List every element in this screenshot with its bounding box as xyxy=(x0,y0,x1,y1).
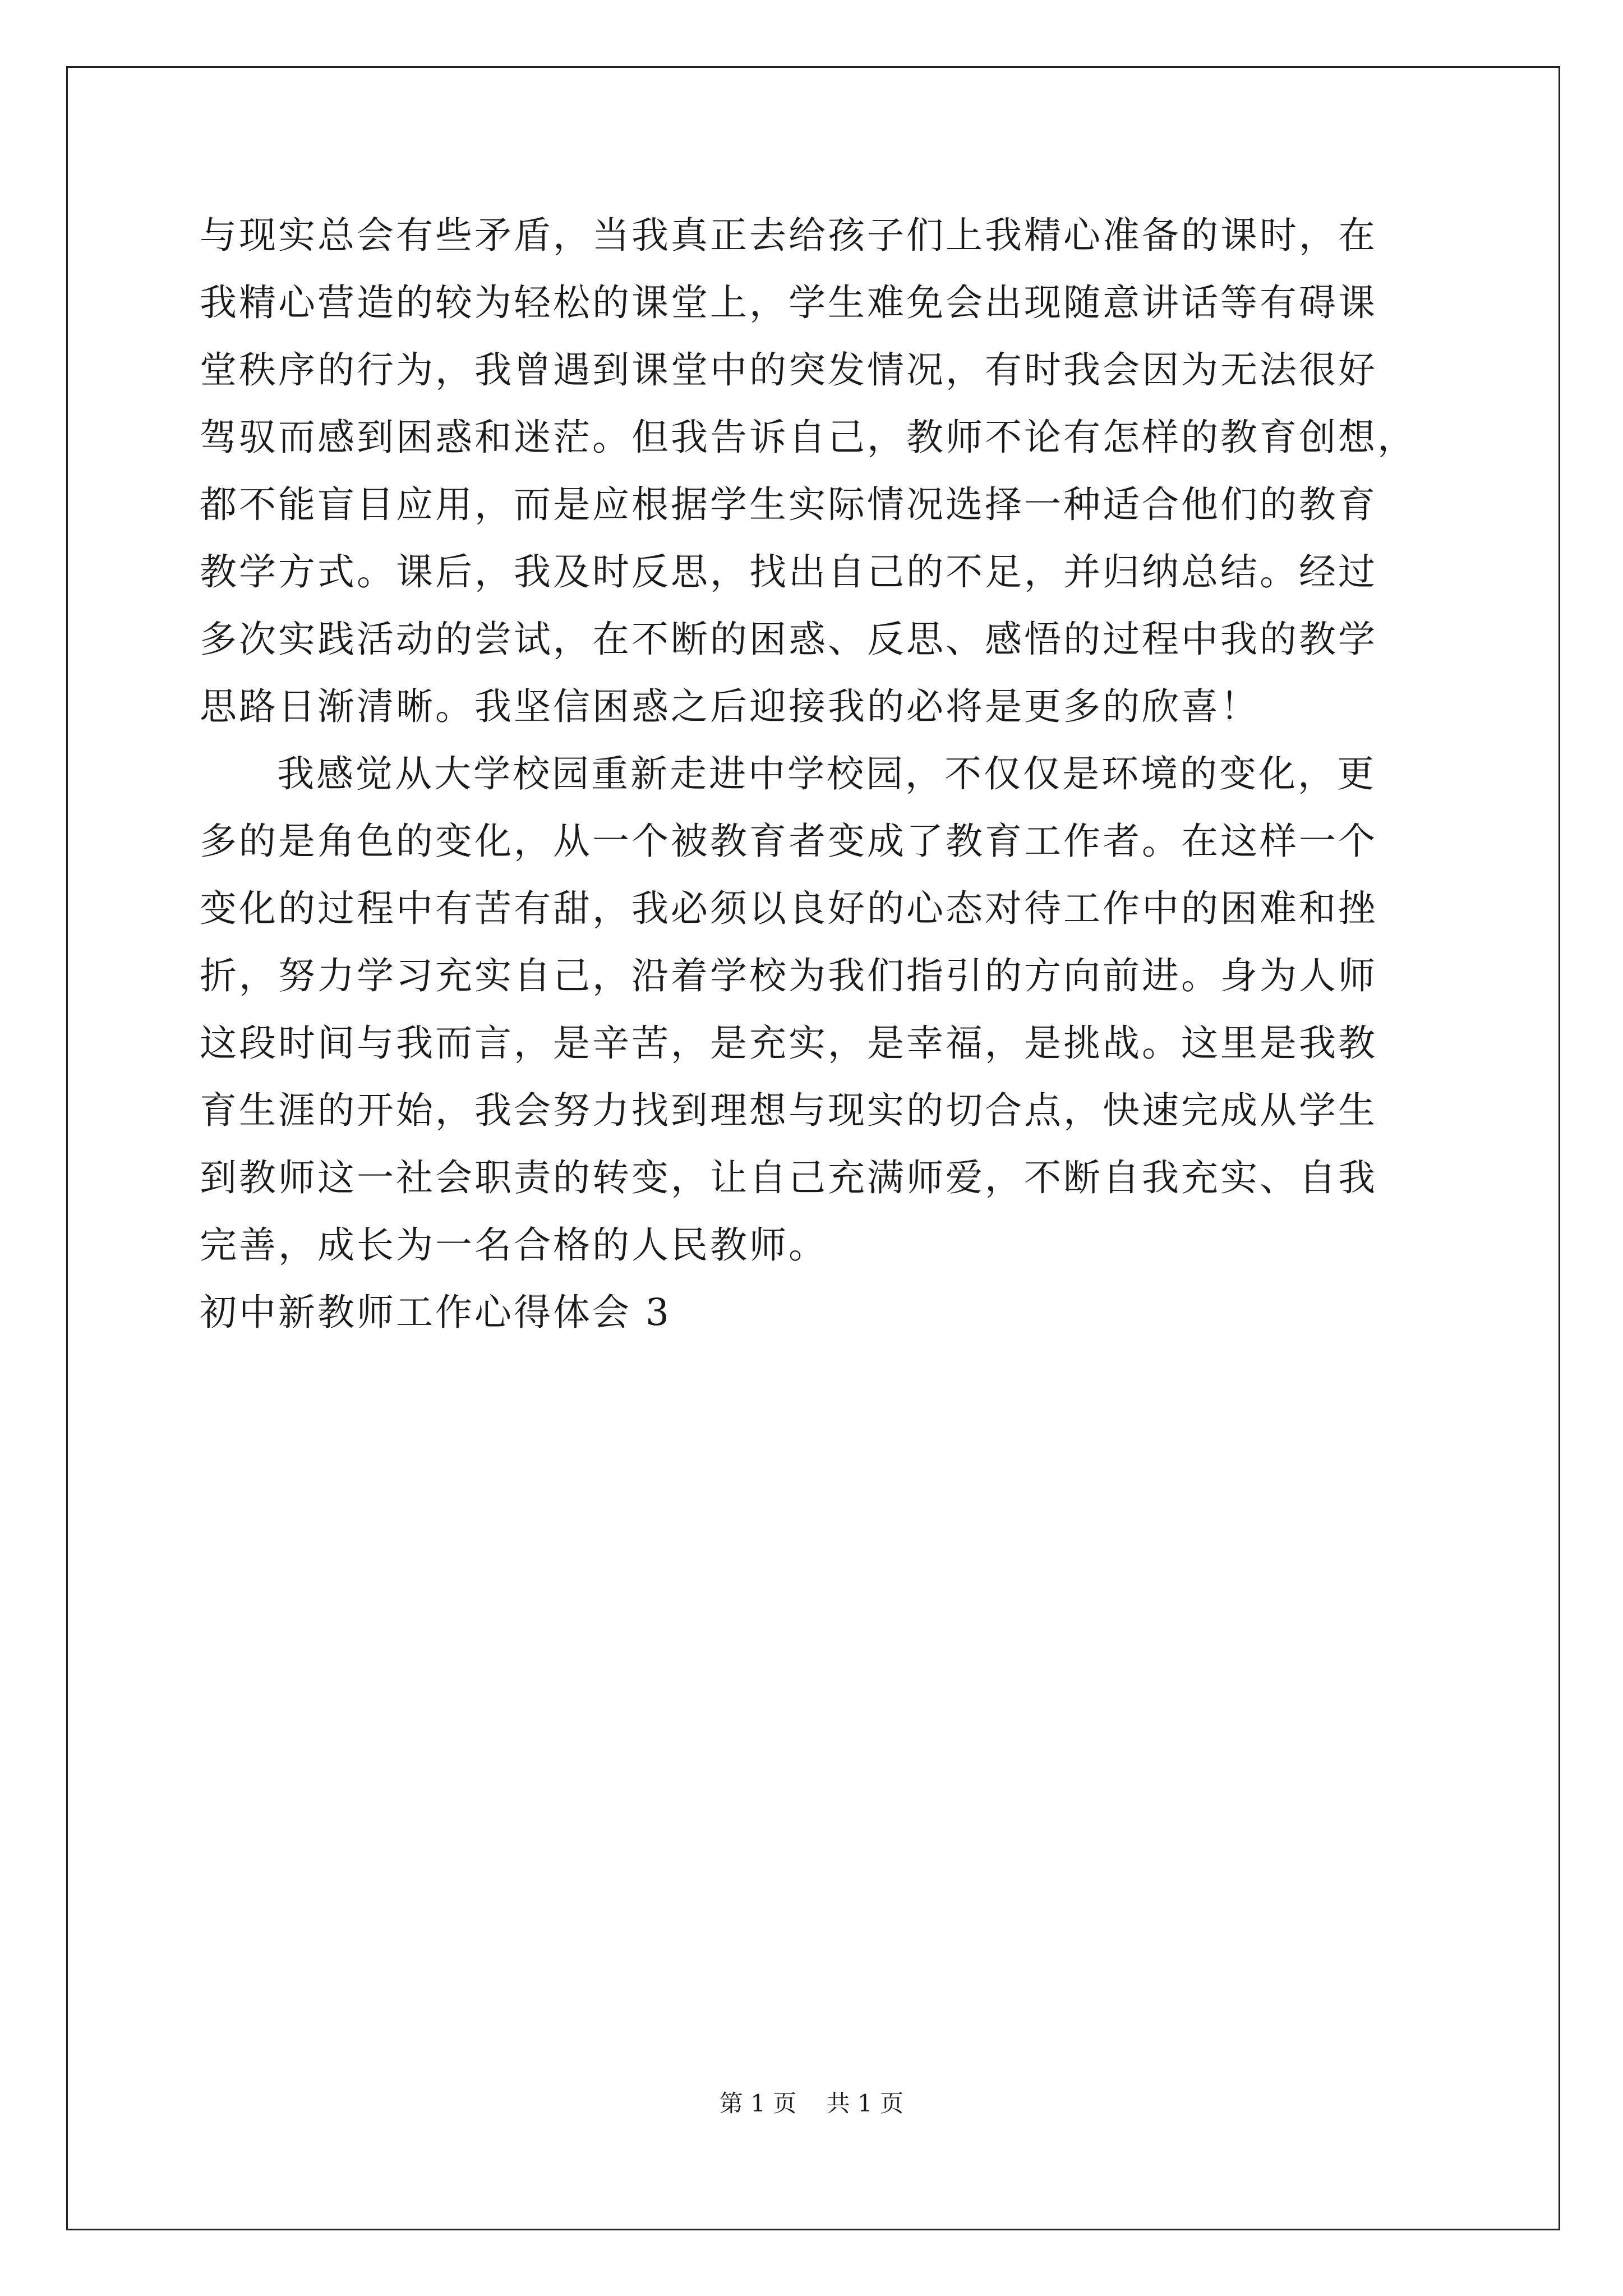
document-body xyxy=(200,202,1433,1346)
text-line: 多次实践活动的尝试，在不断的困惑、反思、感悟的过程中我的教学 xyxy=(200,618,1377,661)
section-heading: 初中新教师工作心得体会 3 xyxy=(200,1291,671,1334)
text-line: 变化的过程中有苦有甜，我必须以良好的心态对待工作中的困难和挫 xyxy=(200,887,1377,930)
text-line: 我精心营造的较为轻松的课堂上，学生难免会出现随意讲话等有碍课 xyxy=(200,281,1377,324)
text-line: 完善，成长为一名合格的人民教师。 xyxy=(200,1223,828,1267)
page-footer xyxy=(0,2087,1623,2120)
text-line: 这段时间与我而言，是辛苦，是充实，是幸福，是挑战。这里是我教 xyxy=(200,1022,1377,1065)
text-line: 折，努力学习充实自己，沿着学校为我们指引的方向前进。身为人师 xyxy=(200,954,1377,997)
text-line: 育生涯的开始，我会努力找到理想与现实的切合点，快速完成从学生 xyxy=(200,1089,1377,1132)
text-line: 都不能盲目应用，而是应根据学生实际情况选择一种适合他们的教育 xyxy=(200,483,1377,526)
text-line: 多的是角色的变化，从一个被教育者变成了教育工作者。在这样一个 xyxy=(200,820,1377,863)
text-line: 教学方式。课后，我及时反思，找出自己的不足，并归纳总结。经过 xyxy=(200,550,1377,593)
text-line: 思路日渐清晰。我坚信困惑之后迎接我的必将是更多的欣喜！ xyxy=(200,685,1260,728)
text-line: 我感觉从大学校园重新走进中学校园，不仅仅是环境的变化，更 xyxy=(277,752,1376,795)
text-line: 与现实总会有些矛盾，当我真正去给孩子们上我精心准备的课时，在 xyxy=(200,214,1377,257)
paragraph-1 xyxy=(200,202,1433,740)
text-line: 堂秩序的行为，我曾遇到课堂中的突发情况，有时我会因为无法很好 xyxy=(200,348,1377,392)
text-line: 驾驭而感到困惑和迷茫。但我告诉自己，教师不论有怎样的教育创想， xyxy=(200,416,1417,459)
page-number: 第 1 页 xyxy=(719,2090,797,2117)
paragraph-2 xyxy=(200,740,1433,1279)
text-line: 到教师这一社会职责的转变，让自己充满师爱，不断自我充实、自我 xyxy=(200,1156,1377,1199)
page-total: 共 1 页 xyxy=(826,2090,904,2117)
